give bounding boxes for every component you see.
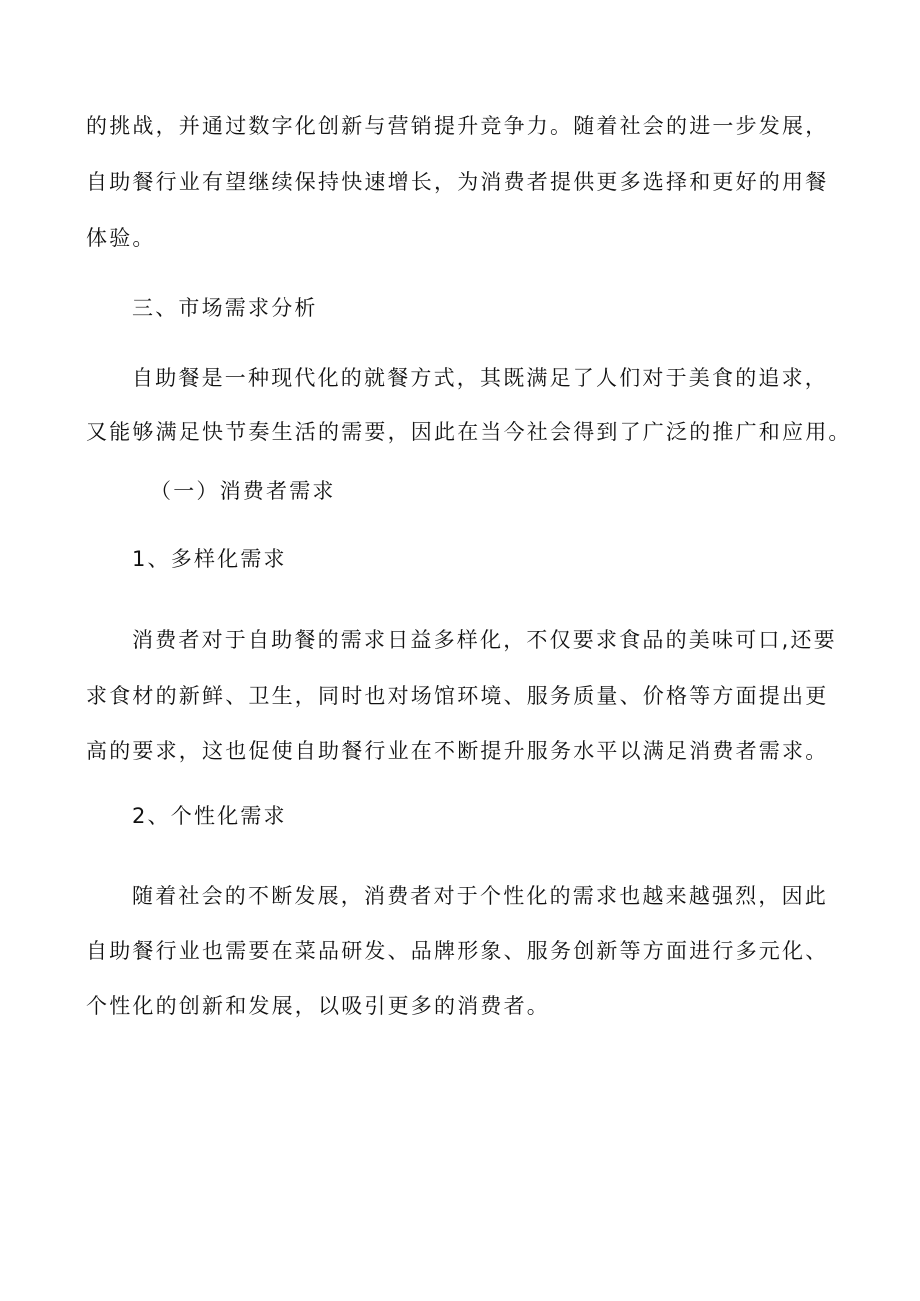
item-1-title: 1、多样化需求: [132, 547, 287, 571]
paragraph-2-line-2: 又能够满足快节奏生活的需要，因此在当今社会得到了广泛的推广和应用。: [86, 420, 852, 444]
paragraph-4-line-3: 个性化的创新和发展，以吸引更多的消费者。: [86, 994, 550, 1018]
paragraph-1-line-2: 自助餐行业有望继续保持快速增长，为消费者提供更多选择和更好的用餐: [86, 170, 829, 194]
section-heading-3: 三、市场需求分析: [132, 296, 318, 320]
paragraph-4-line-2: 自助餐行业也需要在菜品研发、品牌形象、服务创新等方面进行多元化、: [86, 939, 829, 963]
paragraph-1-line-3: 体验。: [86, 226, 156, 250]
paragraph-3-line-2: 求食材的新鲜、卫生，同时也对场馆环境、服务质量、价格等方面提出更: [86, 684, 829, 708]
paragraph-2-line-1: 自助餐是一种现代化的就餐方式，其既满足了人们对于美食的追求，: [132, 366, 828, 390]
subsection-heading-1: （一）消费者需求: [150, 479, 336, 503]
paragraph-3-line-3: 高的要求，这也促使自助餐行业在不断提升服务水平以满足消费者需求。: [86, 739, 829, 763]
paragraph-1-line-1: 的挑战，并通过数字化创新与营销提升竞争力。随着社会的进一步发展，: [86, 114, 829, 138]
paragraph-4-line-1: 随着社会的不断发展，消费者对于个性化的需求也越来越强烈，因此: [132, 884, 828, 908]
item-2-title: 2、个性化需求: [132, 804, 287, 828]
paragraph-3-line-1: 消费者对于自助餐的需求日益多样化，不仅要求食品的美味可口,还要: [132, 628, 837, 652]
